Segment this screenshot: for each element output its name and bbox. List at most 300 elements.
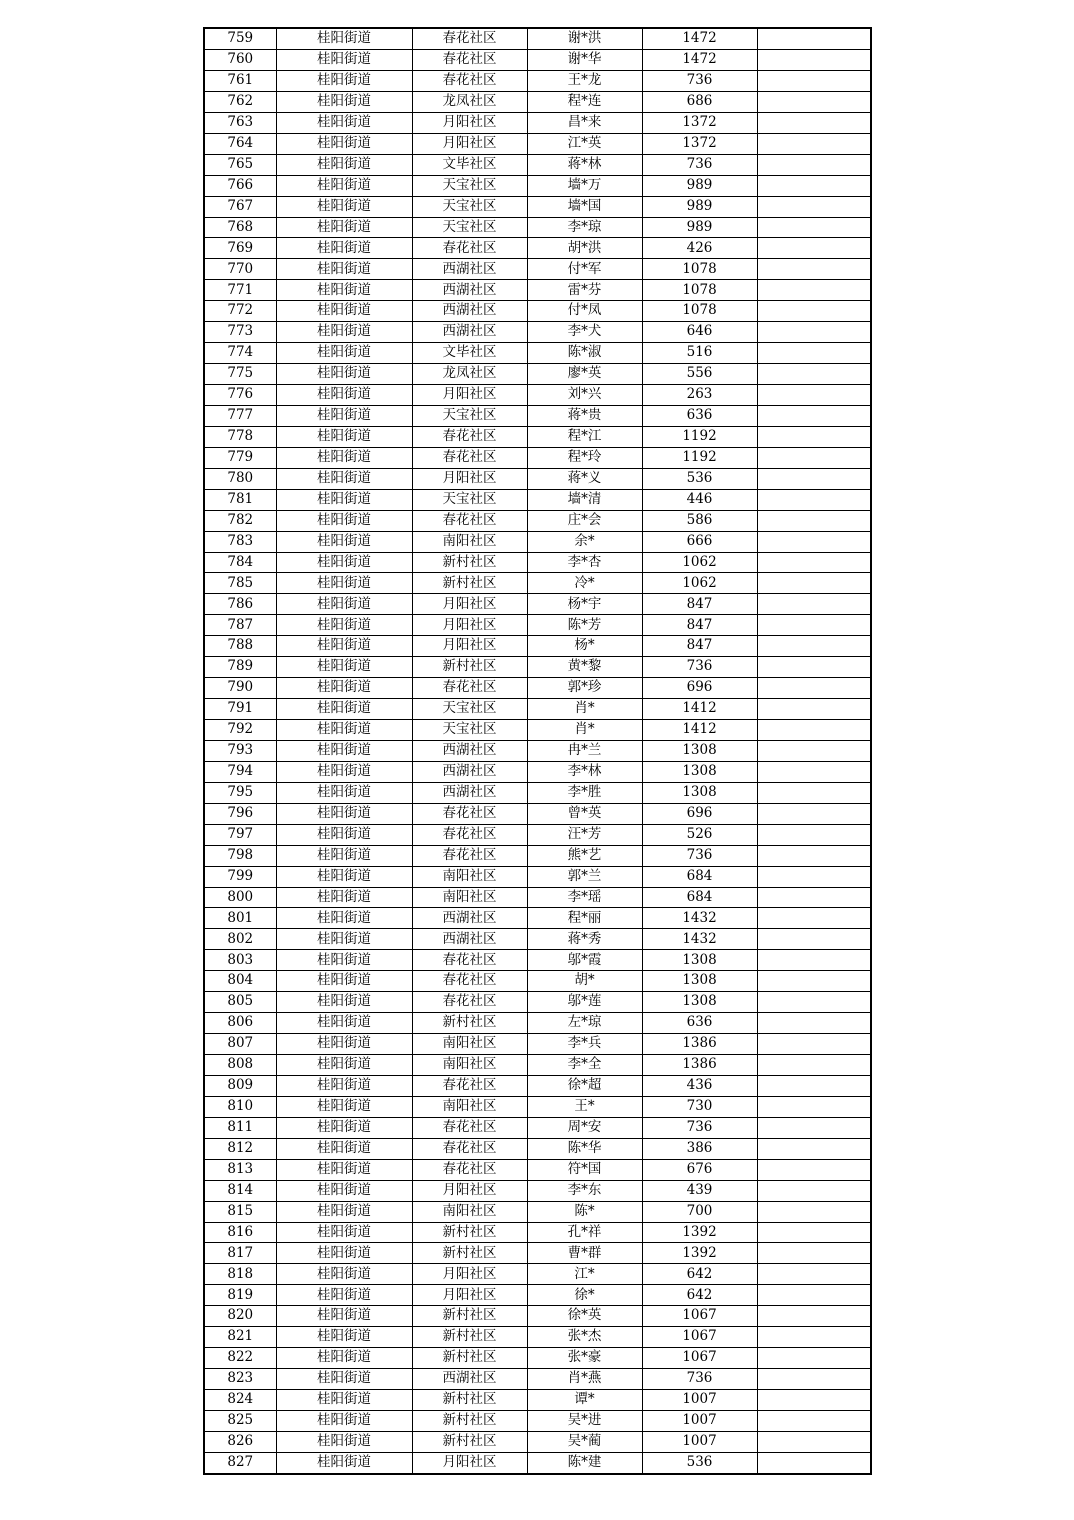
- amount-cell: 1308: [642, 782, 757, 803]
- row-number-cell: 806: [204, 1013, 276, 1034]
- street-cell: 桂阳街道: [276, 1285, 412, 1306]
- community-cell: 春花社区: [412, 678, 527, 699]
- name-cell: 吴*蔺: [527, 1431, 642, 1452]
- community-cell: 月阳社区: [412, 1285, 527, 1306]
- amount-cell: 642: [642, 1285, 757, 1306]
- table-row: [204, 322, 871, 343]
- name-cell: 陈*建: [527, 1452, 642, 1473]
- amount-cell: 1432: [642, 908, 757, 929]
- remark-cell: [757, 552, 871, 573]
- row-number-cell: 761: [204, 70, 276, 91]
- street-cell: 桂阳街道: [276, 1075, 412, 1096]
- remark-cell: [757, 112, 871, 133]
- table-row: [204, 28, 871, 50]
- table-row: [204, 217, 871, 238]
- remark-cell: [757, 1306, 871, 1327]
- row-number-cell: 777: [204, 405, 276, 426]
- street-cell: 桂阳街道: [276, 1264, 412, 1285]
- table-row: [204, 824, 871, 845]
- name-cell: 冉*兰: [527, 740, 642, 761]
- amount-cell: 1192: [642, 447, 757, 468]
- table-row: [204, 761, 871, 782]
- remark-cell: [757, 468, 871, 489]
- community-cell: 春花社区: [412, 50, 527, 71]
- remark-cell: [757, 1201, 871, 1222]
- row-number-cell: 772: [204, 301, 276, 322]
- community-cell: 春花社区: [412, 510, 527, 531]
- name-cell: 吴*进: [527, 1410, 642, 1431]
- community-cell: 春花社区: [412, 845, 527, 866]
- community-cell: 新村社区: [412, 657, 527, 678]
- amount-cell: 1372: [642, 112, 757, 133]
- amount-cell: 1308: [642, 992, 757, 1013]
- community-cell: 新村社区: [412, 1431, 527, 1452]
- name-cell: 王*龙: [527, 70, 642, 91]
- community-cell: 月阳社区: [412, 1264, 527, 1285]
- remark-cell: [757, 1285, 871, 1306]
- remark-cell: [757, 971, 871, 992]
- name-cell: 蒋*义: [527, 468, 642, 489]
- row-number-cell: 813: [204, 1159, 276, 1180]
- table-row: [204, 1285, 871, 1306]
- row-number-cell: 785: [204, 573, 276, 594]
- row-number-cell: 801: [204, 908, 276, 929]
- amount-cell: 736: [642, 1369, 757, 1390]
- amount-cell: 1392: [642, 1222, 757, 1243]
- name-cell: 胡*洪: [527, 238, 642, 259]
- table-row: [204, 1222, 871, 1243]
- amount-cell: 1007: [642, 1410, 757, 1431]
- street-cell: 桂阳街道: [276, 866, 412, 887]
- table-row: [204, 385, 871, 406]
- row-number-cell: 784: [204, 552, 276, 573]
- street-cell: 桂阳街道: [276, 782, 412, 803]
- table-row: [204, 154, 871, 175]
- row-number-cell: 770: [204, 259, 276, 280]
- name-cell: 昌*来: [527, 112, 642, 133]
- community-cell: 月阳社区: [412, 615, 527, 636]
- remark-cell: [757, 322, 871, 343]
- remark-cell: [757, 782, 871, 803]
- amount-cell: 989: [642, 217, 757, 238]
- name-cell: 陈*: [527, 1201, 642, 1222]
- table-row: [204, 343, 871, 364]
- row-number-cell: 794: [204, 761, 276, 782]
- amount-cell: 636: [642, 1013, 757, 1034]
- remark-cell: [757, 364, 871, 385]
- community-cell: 天宝社区: [412, 489, 527, 510]
- table-row: [204, 720, 871, 741]
- name-cell: 胡*: [527, 971, 642, 992]
- amount-cell: 1067: [642, 1327, 757, 1348]
- row-number-cell: 816: [204, 1222, 276, 1243]
- street-cell: 桂阳街道: [276, 238, 412, 259]
- amount-cell: 666: [642, 531, 757, 552]
- table-row: [204, 1243, 871, 1264]
- remark-cell: [757, 866, 871, 887]
- row-number-cell: 766: [204, 175, 276, 196]
- table-row: [204, 678, 871, 699]
- remark-cell: [757, 615, 871, 636]
- community-cell: 月阳社区: [412, 636, 527, 657]
- row-number-cell: 824: [204, 1390, 276, 1411]
- street-cell: 桂阳街道: [276, 343, 412, 364]
- name-cell: 廖*英: [527, 364, 642, 385]
- street-cell: 桂阳街道: [276, 280, 412, 301]
- community-cell: 天宝社区: [412, 175, 527, 196]
- amount-cell: 646: [642, 322, 757, 343]
- name-cell: 孔*祥: [527, 1222, 642, 1243]
- row-number-cell: 796: [204, 803, 276, 824]
- remark-cell: [757, 489, 871, 510]
- row-number-cell: 811: [204, 1117, 276, 1138]
- community-cell: 新村社区: [412, 1327, 527, 1348]
- street-cell: 桂阳街道: [276, 1034, 412, 1055]
- community-cell: 春花社区: [412, 824, 527, 845]
- community-cell: 新村社区: [412, 1348, 527, 1369]
- amount-cell: 1308: [642, 761, 757, 782]
- name-cell: 郭*珍: [527, 678, 642, 699]
- community-cell: 南阳社区: [412, 887, 527, 908]
- table-row: [204, 238, 871, 259]
- table-row: [204, 1431, 871, 1452]
- row-number-cell: 780: [204, 468, 276, 489]
- name-cell: 肖*: [527, 699, 642, 720]
- name-cell: 雷*芬: [527, 280, 642, 301]
- name-cell: 李*全: [527, 1055, 642, 1076]
- community-cell: 春花社区: [412, 447, 527, 468]
- street-cell: 桂阳街道: [276, 1159, 412, 1180]
- amount-cell: 1412: [642, 720, 757, 741]
- street-cell: 桂阳街道: [276, 1138, 412, 1159]
- row-number-cell: 800: [204, 887, 276, 908]
- community-cell: 西湖社区: [412, 1369, 527, 1390]
- community-cell: 春花社区: [412, 803, 527, 824]
- row-number-cell: 825: [204, 1410, 276, 1431]
- amount-cell: 636: [642, 405, 757, 426]
- table-row: [204, 468, 871, 489]
- amount-cell: 586: [642, 510, 757, 531]
- row-number-cell: 786: [204, 594, 276, 615]
- street-cell: 桂阳街道: [276, 761, 412, 782]
- table-row: [204, 1201, 871, 1222]
- table-row: [204, 91, 871, 112]
- street-cell: 桂阳街道: [276, 405, 412, 426]
- row-number-cell: 779: [204, 447, 276, 468]
- remark-cell: [757, 657, 871, 678]
- row-number-cell: 802: [204, 929, 276, 950]
- remark-cell: [757, 1034, 871, 1055]
- name-cell: 李*胜: [527, 782, 642, 803]
- table-row: [204, 1410, 871, 1431]
- community-cell: 春花社区: [412, 238, 527, 259]
- street-cell: 桂阳街道: [276, 385, 412, 406]
- remark-cell: [757, 343, 871, 364]
- community-cell: 春花社区: [412, 28, 527, 50]
- street-cell: 桂阳街道: [276, 1348, 412, 1369]
- name-cell: 李*兵: [527, 1034, 642, 1055]
- row-number-cell: 819: [204, 1285, 276, 1306]
- table-row: [204, 1117, 871, 1138]
- table-row: [204, 50, 871, 71]
- row-number-cell: 821: [204, 1327, 276, 1348]
- community-cell: 春花社区: [412, 950, 527, 971]
- community-cell: 春花社区: [412, 1138, 527, 1159]
- community-cell: 南阳社区: [412, 1096, 527, 1117]
- table-row: [204, 175, 871, 196]
- table-row: [204, 845, 871, 866]
- name-cell: 陈*芳: [527, 615, 642, 636]
- amount-cell: 989: [642, 175, 757, 196]
- remark-cell: [757, 845, 871, 866]
- community-cell: 新村社区: [412, 552, 527, 573]
- name-cell: 庄*会: [527, 510, 642, 531]
- street-cell: 桂阳街道: [276, 468, 412, 489]
- table-row: [204, 426, 871, 447]
- amount-cell: 386: [642, 1138, 757, 1159]
- table-row: [204, 950, 871, 971]
- amount-cell: 1372: [642, 133, 757, 154]
- remark-cell: [757, 678, 871, 699]
- community-cell: 新村社区: [412, 1410, 527, 1431]
- row-number-cell: 803: [204, 950, 276, 971]
- remark-cell: [757, 1013, 871, 1034]
- name-cell: 李*东: [527, 1180, 642, 1201]
- street-cell: 桂阳街道: [276, 70, 412, 91]
- row-number-cell: 762: [204, 91, 276, 112]
- amount-cell: 536: [642, 1452, 757, 1473]
- street-cell: 桂阳街道: [276, 447, 412, 468]
- amount-cell: 676: [642, 1159, 757, 1180]
- remark-cell: [757, 573, 871, 594]
- amount-cell: 1192: [642, 426, 757, 447]
- row-number-cell: 773: [204, 322, 276, 343]
- street-cell: 桂阳街道: [276, 699, 412, 720]
- remark-cell: [757, 594, 871, 615]
- row-number-cell: 823: [204, 1369, 276, 1390]
- name-cell: 谢*洪: [527, 28, 642, 50]
- street-cell: 桂阳街道: [276, 803, 412, 824]
- table-row: [204, 489, 871, 510]
- remark-cell: [757, 887, 871, 908]
- name-cell: 肖*燕: [527, 1369, 642, 1390]
- street-cell: 桂阳街道: [276, 426, 412, 447]
- amount-cell: 736: [642, 657, 757, 678]
- name-cell: 墙*清: [527, 489, 642, 510]
- amount-cell: 439: [642, 1180, 757, 1201]
- row-number-cell: 774: [204, 343, 276, 364]
- amount-cell: 700: [642, 1201, 757, 1222]
- row-number-cell: 810: [204, 1096, 276, 1117]
- remark-cell: [757, 824, 871, 845]
- street-cell: 桂阳街道: [276, 1327, 412, 1348]
- street-cell: 桂阳街道: [276, 154, 412, 175]
- remark-cell: [757, 238, 871, 259]
- remark-cell: [757, 761, 871, 782]
- name-cell: 蒋*林: [527, 154, 642, 175]
- name-cell: 肖*: [527, 720, 642, 741]
- row-number-cell: 797: [204, 824, 276, 845]
- community-cell: 月阳社区: [412, 133, 527, 154]
- amount-cell: 526: [642, 824, 757, 845]
- amount-cell: 1472: [642, 50, 757, 71]
- amount-cell: 556: [642, 364, 757, 385]
- remark-cell: [757, 1431, 871, 1452]
- name-cell: 徐*英: [527, 1306, 642, 1327]
- remark-cell: [757, 447, 871, 468]
- amount-cell: 436: [642, 1075, 757, 1096]
- community-cell: 新村社区: [412, 1390, 527, 1411]
- street-cell: 桂阳街道: [276, 1390, 412, 1411]
- amount-cell: 684: [642, 866, 757, 887]
- name-cell: 曾*英: [527, 803, 642, 824]
- table-row: [204, 280, 871, 301]
- remark-cell: [757, 510, 871, 531]
- amount-cell: 642: [642, 1264, 757, 1285]
- street-cell: 桂阳街道: [276, 887, 412, 908]
- table-row: [204, 594, 871, 615]
- remark-cell: [757, 154, 871, 175]
- remark-cell: [757, 405, 871, 426]
- row-number-cell: 826: [204, 1431, 276, 1452]
- name-cell: 曹*群: [527, 1243, 642, 1264]
- remark-cell: [757, 929, 871, 950]
- table-row: [204, 699, 871, 720]
- remark-cell: [757, 259, 871, 280]
- remark-cell: [757, 70, 871, 91]
- amount-cell: 736: [642, 154, 757, 175]
- remark-cell: [757, 720, 871, 741]
- table-body: [204, 28, 871, 1474]
- community-cell: 春花社区: [412, 1075, 527, 1096]
- community-cell: 新村社区: [412, 1222, 527, 1243]
- remark-cell: [757, 175, 871, 196]
- community-cell: 天宝社区: [412, 217, 527, 238]
- community-cell: 新村社区: [412, 1013, 527, 1034]
- remark-cell: [757, 636, 871, 657]
- community-cell: 南阳社区: [412, 531, 527, 552]
- name-cell: 程*丽: [527, 908, 642, 929]
- street-cell: 桂阳街道: [276, 1201, 412, 1222]
- street-cell: 桂阳街道: [276, 50, 412, 71]
- street-cell: 桂阳街道: [276, 1431, 412, 1452]
- name-cell: 蒋*贵: [527, 405, 642, 426]
- community-cell: 春花社区: [412, 426, 527, 447]
- community-cell: 西湖社区: [412, 301, 527, 322]
- street-cell: 桂阳街道: [276, 91, 412, 112]
- remark-cell: [757, 426, 871, 447]
- row-number-cell: 775: [204, 364, 276, 385]
- amount-cell: 1067: [642, 1348, 757, 1369]
- community-cell: 文毕社区: [412, 343, 527, 364]
- street-cell: 桂阳街道: [276, 720, 412, 741]
- street-cell: 桂阳街道: [276, 1117, 412, 1138]
- street-cell: 桂阳街道: [276, 594, 412, 615]
- community-cell: 西湖社区: [412, 929, 527, 950]
- community-cell: 新村社区: [412, 573, 527, 594]
- street-cell: 桂阳街道: [276, 1180, 412, 1201]
- remark-cell: [757, 196, 871, 217]
- amount-cell: 1472: [642, 28, 757, 50]
- name-cell: 李*琼: [527, 217, 642, 238]
- remark-cell: [757, 28, 871, 50]
- amount-cell: 736: [642, 70, 757, 91]
- table-row: [204, 887, 871, 908]
- row-number-cell: 788: [204, 636, 276, 657]
- name-cell: 李*林: [527, 761, 642, 782]
- street-cell: 桂阳街道: [276, 552, 412, 573]
- street-cell: 桂阳街道: [276, 1410, 412, 1431]
- community-cell: 月阳社区: [412, 112, 527, 133]
- row-number-cell: 782: [204, 510, 276, 531]
- amount-cell: 1007: [642, 1431, 757, 1452]
- name-cell: 邬*霞: [527, 950, 642, 971]
- street-cell: 桂阳街道: [276, 322, 412, 343]
- street-cell: 桂阳街道: [276, 636, 412, 657]
- remark-cell: [757, 1390, 871, 1411]
- row-number-cell: 789: [204, 657, 276, 678]
- table-row: [204, 531, 871, 552]
- amount-cell: 1078: [642, 259, 757, 280]
- name-cell: 陈*华: [527, 1138, 642, 1159]
- table-row: [204, 364, 871, 385]
- amount-cell: 1062: [642, 552, 757, 573]
- amount-cell: 1432: [642, 929, 757, 950]
- row-number-cell: 808: [204, 1055, 276, 1076]
- remark-cell: [757, 1410, 871, 1431]
- street-cell: 桂阳街道: [276, 217, 412, 238]
- row-number-cell: 814: [204, 1180, 276, 1201]
- remark-cell: [757, 385, 871, 406]
- table-row: [204, 447, 871, 468]
- amount-cell: 847: [642, 594, 757, 615]
- community-cell: 春花社区: [412, 971, 527, 992]
- community-cell: 西湖社区: [412, 322, 527, 343]
- street-cell: 桂阳街道: [276, 301, 412, 322]
- street-cell: 桂阳街道: [276, 259, 412, 280]
- street-cell: 桂阳街道: [276, 908, 412, 929]
- row-number-cell: 760: [204, 50, 276, 71]
- street-cell: 桂阳街道: [276, 573, 412, 594]
- row-number-cell: 820: [204, 1306, 276, 1327]
- community-cell: 西湖社区: [412, 259, 527, 280]
- name-cell: 江*: [527, 1264, 642, 1285]
- row-number-cell: 798: [204, 845, 276, 866]
- row-number-cell: 827: [204, 1452, 276, 1473]
- amount-cell: 736: [642, 845, 757, 866]
- table-row: [204, 1452, 871, 1473]
- remark-cell: [757, 908, 871, 929]
- row-number-cell: 807: [204, 1034, 276, 1055]
- remark-cell: [757, 217, 871, 238]
- table-row: [204, 657, 871, 678]
- amount-cell: 989: [642, 196, 757, 217]
- remark-cell: [757, 699, 871, 720]
- name-cell: 程*玲: [527, 447, 642, 468]
- street-cell: 桂阳街道: [276, 1055, 412, 1076]
- name-cell: 江*英: [527, 133, 642, 154]
- community-cell: 南阳社区: [412, 1055, 527, 1076]
- name-cell: 左*琼: [527, 1013, 642, 1034]
- table-row: [204, 803, 871, 824]
- community-cell: 西湖社区: [412, 908, 527, 929]
- amount-cell: 263: [642, 385, 757, 406]
- name-cell: 郭*兰: [527, 866, 642, 887]
- remark-cell: [757, 1348, 871, 1369]
- street-cell: 桂阳街道: [276, 489, 412, 510]
- name-cell: 杨*: [527, 636, 642, 657]
- table-row: [204, 510, 871, 531]
